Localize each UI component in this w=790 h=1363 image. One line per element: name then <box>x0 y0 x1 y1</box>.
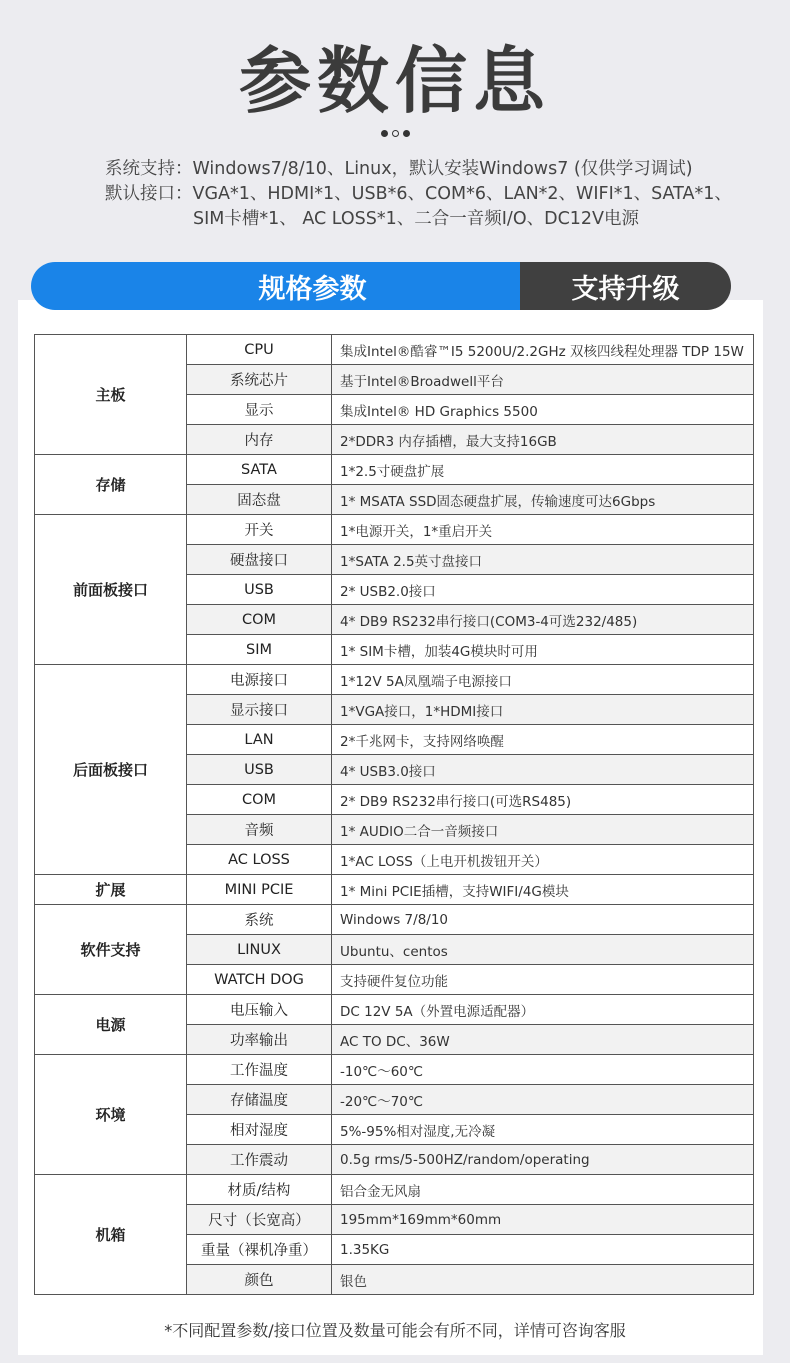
table-row <box>35 665 754 695</box>
spec-label: 相对湿度 <box>187 1115 332 1145</box>
table-row <box>35 515 754 545</box>
spec-value: 集成Intel®酷睿™I5 5200U/2.2GHz 双核四线程处理器 TDP 15W <box>332 335 754 365</box>
dot-icon <box>381 130 388 137</box>
spec-value: 2* USB2.0接口 <box>332 575 754 605</box>
group-name: 后面板接口 <box>35 665 187 875</box>
spec-value: 2*DDR3 内存插槽，最大支持16GB <box>332 425 754 455</box>
spec-label: SIM <box>187 635 332 665</box>
table-row <box>35 1175 754 1205</box>
intro-default-ports-cont: SIM卡槽*1、 AC LOSS*1、二合一音频I/O、DC12V电源 <box>193 209 640 229</box>
tab-spec-label: 规格参数 <box>258 273 367 305</box>
page-title: 参数信息 <box>238 39 551 123</box>
table-row <box>35 905 754 935</box>
spec-value: 1* SIM卡槽，加装4G模块时可用 <box>332 635 754 665</box>
spec-value: 4* DB9 RS232串行接口(COM3-4可选232/485) <box>332 605 754 635</box>
spec-label: 显示 <box>187 395 332 425</box>
spec-value: -20℃～70℃ <box>332 1085 754 1115</box>
spec-value: 铝合金无风扇 <box>332 1175 754 1205</box>
spec-value: 集成Intel® HD Graphics 5500 <box>332 395 754 425</box>
spec-value: 5%-95%相对湿度,无冷凝 <box>332 1115 754 1145</box>
spec-label: 材质/结构 <box>187 1175 332 1205</box>
dot-icon <box>403 130 410 137</box>
spec-label: 固态盘 <box>187 485 332 515</box>
spec-value: DC 12V 5A（外置电源适配器） <box>332 995 754 1025</box>
spec-value: 2*千兆网卡，支持网络唤醒 <box>332 725 754 755</box>
spec-label: USB <box>187 575 332 605</box>
spec-label: 存储温度 <box>187 1085 332 1115</box>
spec-label: 功率输出 <box>187 1025 332 1055</box>
spec-value: 1*2.5寸硬盘扩展 <box>332 455 754 485</box>
tab-bar <box>31 262 731 310</box>
spec-label: MINI PCIE <box>187 875 332 905</box>
spec-label: 工作温度 <box>187 1055 332 1085</box>
intro-text <box>105 157 745 232</box>
spec-label: 重量（裸机净重） <box>187 1235 332 1265</box>
tab-upgrade-label: 支持升级 <box>571 273 680 305</box>
spec-value: AC TO DC、36W <box>332 1025 754 1055</box>
group-name: 环境 <box>35 1055 187 1175</box>
spec-value: 基于Intel®Broadwell平台 <box>332 365 754 395</box>
spec-value: 1* Mini PCIE插槽，支持WIFI/4G模块 <box>332 875 754 905</box>
spec-value: 195mm*169mm*60mm <box>332 1205 754 1235</box>
spec-value: 1* MSATA SSD固态硬盘扩展，传输速度可达6Gbps <box>332 485 754 515</box>
footnote: *不同配置参数/接口位置及数量可能会有所不同，详情可咨询客服 <box>164 1321 626 1340</box>
spec-label: 电压输入 <box>187 995 332 1025</box>
spec-value: 0.5g rms/5-500HZ/random/operating <box>332 1145 754 1175</box>
spec-value: 1*AC LOSS（上电开机拨钮开关） <box>332 845 754 875</box>
spec-label: COM <box>187 785 332 815</box>
spec-label: SATA <box>187 455 332 485</box>
spec-value: 1*12V 5A凤凰端子电源接口 <box>332 665 754 695</box>
dot-hollow-icon <box>392 130 399 137</box>
spec-table <box>34 334 754 1295</box>
spec-label: 开关 <box>187 515 332 545</box>
group-name: 存储 <box>35 455 187 515</box>
spec-label: COM <box>187 605 332 635</box>
spec-label: 系统 <box>187 905 332 935</box>
spec-value: 支持硬件复位功能 <box>332 965 754 995</box>
spec-value: 1*SATA 2.5英寸盘接口 <box>332 545 754 575</box>
spec-value: 1*电源开关，1*重启开关 <box>332 515 754 545</box>
group-name: 机箱 <box>35 1175 187 1295</box>
spec-label: 尺寸（长宽高） <box>187 1205 332 1235</box>
table-row <box>35 1055 754 1085</box>
spec-label: 内存 <box>187 425 332 455</box>
spec-label: 颜色 <box>187 1265 332 1295</box>
group-name: 前面板接口 <box>35 515 187 665</box>
spec-label: WATCH DOG <box>187 965 332 995</box>
spec-label: LINUX <box>187 935 332 965</box>
spec-label: 显示接口 <box>187 695 332 725</box>
spec-value: Windows 7/8/10 <box>332 905 754 935</box>
spec-value: 2* DB9 RS232串行接口(可选RS485) <box>332 785 754 815</box>
table-row <box>35 995 754 1025</box>
tab-upgrade[interactable] <box>520 262 731 310</box>
decorative-dots <box>0 130 790 137</box>
intro-default-ports: 默认接口：VGA*1、HDMI*1、USB*6、COM*6、LAN*2、WIFI*1、SATA*1、 <box>105 184 732 204</box>
spec-value: 1*VGA接口，1*HDMI接口 <box>332 695 754 725</box>
table-row <box>35 455 754 485</box>
intro-system-support: 系统支持：Windows7/8/10、Linux，默认安装Windows7 (仅供学习调试) <box>105 159 693 179</box>
spec-label: AC LOSS <box>187 845 332 875</box>
table-row <box>35 335 754 365</box>
group-name: 主板 <box>35 335 187 455</box>
spec-label: 硬盘接口 <box>187 545 332 575</box>
spec-label: 电源接口 <box>187 665 332 695</box>
spec-value: 4* USB3.0接口 <box>332 755 754 785</box>
spec-label: 工作震动 <box>187 1145 332 1175</box>
spec-value: 1.35KG <box>332 1235 754 1265</box>
spec-value: 1* AUDIO二合一音频接口 <box>332 815 754 845</box>
spec-label: LAN <box>187 725 332 755</box>
spec-value: 银色 <box>332 1265 754 1295</box>
group-name: 电源 <box>35 995 187 1055</box>
spec-label: 音频 <box>187 815 332 845</box>
group-name: 软件支持 <box>35 905 187 995</box>
spec-label: USB <box>187 755 332 785</box>
spec-label: CPU <box>187 335 332 365</box>
group-name: 扩展 <box>35 875 187 905</box>
spec-value: Ubuntu、centos <box>332 935 754 965</box>
tab-spec[interactable] <box>31 262 520 310</box>
spec-label: 系统芯片 <box>187 365 332 395</box>
table-row <box>35 875 754 905</box>
spec-value: -10℃～60℃ <box>332 1055 754 1085</box>
